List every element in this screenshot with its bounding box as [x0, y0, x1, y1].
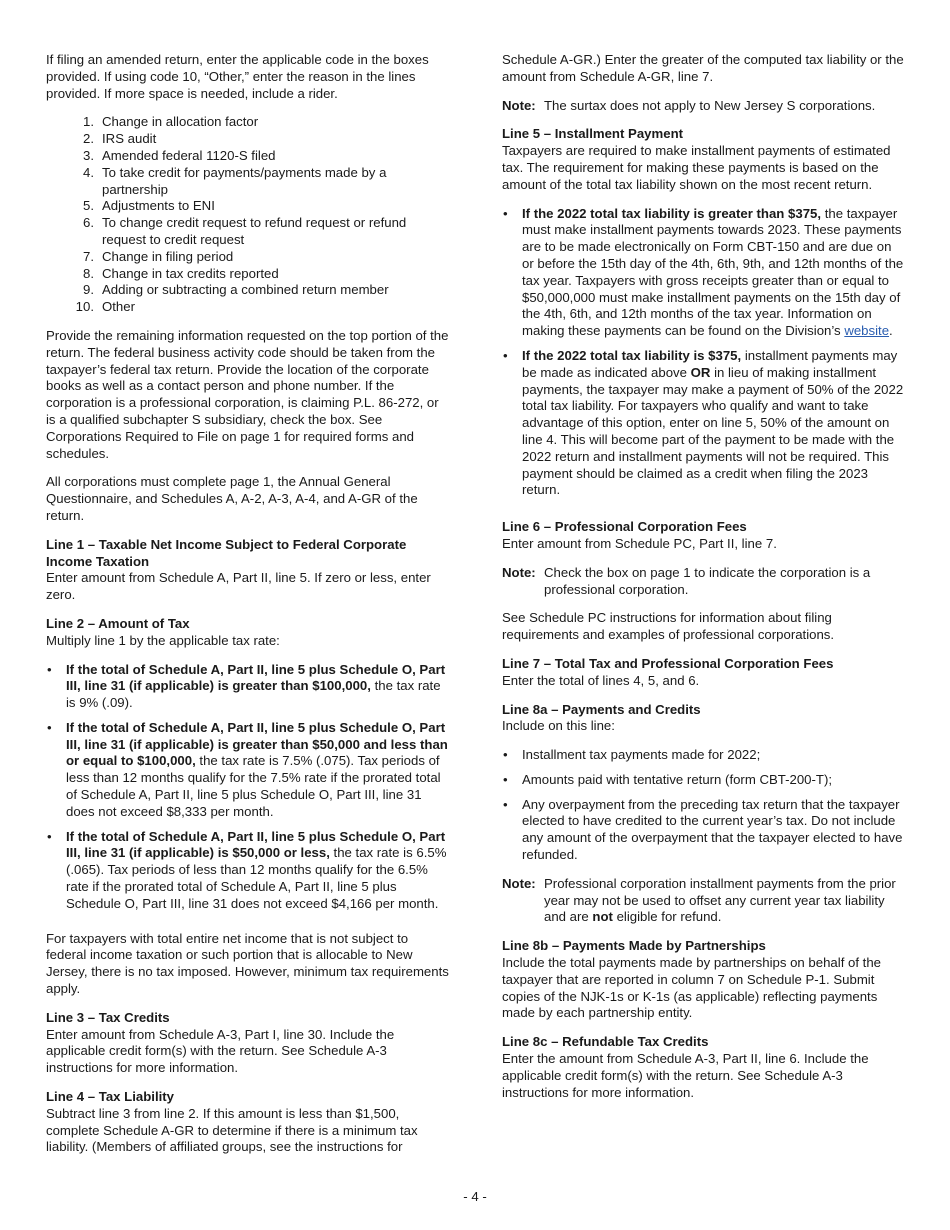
amended-codes-list — [46, 114, 450, 316]
code-item: 8. Change in tax credits reported — [83, 265, 279, 281]
line7-heading: Line 7 – Total Tax and Professional Corporation Fees — [502, 655, 834, 671]
tax-rate-item: • If the total of Schedule A, Part II, line 5 plus Schedule O, Part III, line 31 (if applicable) is $50,000 or less, the tax rate is 6.5% (.065). Tax periods of less than 12 months qualify for the 6.5% rate if the prorated total of Schedule A, Part II, line 5 plus Schedule O, Part III, line 31 does not exceed $4,166 per month. — [46, 829, 450, 913]
line8a-heading: Line 8a – Payments and Credits — [502, 701, 701, 717]
payment-item: • Any overpayment from the preceding tax return that the taxpayer elected to have credited to the current year’s tax. Do not include any amount of the overpayment that the taxpayer elected to have refunded. — [502, 797, 906, 864]
line3-heading: Line 3 – Tax Credits — [46, 1009, 170, 1025]
right-column — [502, 52, 906, 1113]
no-tax-paragraph: For taxpayers with total entire net income that is not subject to federal income taxation or such portion that is allocable to New Jersey, there is no tax imposed. However, minimum tax requirements apply. — [46, 930, 449, 997]
code-item: 5. Adjustments to ENI — [83, 198, 215, 214]
line8b-body: Include the total payments made by partnerships on behalf of the taxpayer that are reported in column 7 on Schedule P-1. Submit copies of the NJK-1s or K-1s (as applicable) reflecting payments made by each partnership entity. — [502, 955, 882, 1021]
line8c-heading: Line 8c – Refundable Tax Credits — [502, 1034, 709, 1050]
tax-rate-item: • If the total of Schedule A, Part II, line 5 plus Schedule O, Part III, line 31 (if applicable) is greater than $100,000, the tax rate is 9% (.09). — [46, 662, 450, 712]
all-corporations-paragraph: All corporations must complete page 1, the Annual General Questionnaire, and Schedules A, A-2, A-3, A-4, and A-GR of the return. — [46, 474, 418, 523]
line8a-body: Include on this line: — [502, 718, 615, 734]
payment-item: • Amounts paid with tentative return (form CBT-200-T); — [502, 772, 906, 789]
code-item: 6. To change credit request to refund request or refund request to credit request — [83, 215, 407, 247]
line3-section — [46, 1010, 450, 1077]
code-item: 4. To take credit for payments/payments made by a partnership — [83, 164, 387, 197]
installment-item: • If the 2022 total tax liability is $375, installment payments may be made as indicated above OR in lieu of making installment payments, the taxpayer may make a payment of 50% of the 2022 total tax liability. For taxpayers who qualify and want to take advantage of this option, enter on line 5, 50% of the amount on line 4. This will become part of the payment to be made with the 2022 return and installment payments will not be required. This payment should be claimed as a credit when filing the 2023 return. — [502, 348, 906, 499]
line1-heading: Line 1 – Taxable Net Income Subject to Federal Corporate Income Taxation — [46, 536, 407, 569]
amended-intro: If filing an amended return, enter the applicable code in the boxes provided. If using code 10, “Other,” enter the reason in the lines provided. If more space is needed, include a rider. — [46, 52, 429, 101]
schedule-pc-paragraph: See Schedule PC instructions for information about filing requirements and examples of professional corporations. — [502, 610, 835, 643]
line5-body: Taxpayers are required to make installment payments of estimated tax. The requirement for making these payments is based on the amount of the total tax liability shown on the most recent return. — [502, 143, 891, 192]
page-number: - 4 - — [463, 1189, 487, 1204]
line1-body: Enter amount from Schedule A, Part II, line 5. If zero or less, enter zero. — [46, 570, 431, 603]
pc-installment-note: Note: Professional corporation installment payments from the prior year may not be used to offset any current year tax liability and are not eligible for refund. — [502, 875, 896, 925]
code-item: 2. IRS audit — [83, 131, 157, 147]
code-item: 9. Adding or subtracting a combined return member — [83, 282, 389, 298]
line2-heading: Line 2 – Amount of Tax — [46, 615, 190, 631]
line4-heading: Line 4 – Tax Liability — [46, 1089, 175, 1105]
note-label: Note: — [502, 97, 536, 113]
website-link[interactable]: website — [844, 323, 890, 339]
code-item: 10. Other — [75, 299, 135, 315]
line6-section — [502, 519, 906, 553]
installment-list — [502, 206, 906, 500]
line5-section — [502, 126, 906, 499]
pc-checkbox-note: Note: Check the box on page 1 to indicate the corporation is a professional corporation. — [502, 564, 871, 597]
code-item: 7. Change in filing period — [83, 248, 234, 264]
tax-rate-list — [46, 662, 450, 913]
line4-section — [46, 1089, 450, 1156]
left-column — [46, 52, 450, 1168]
line6-body: Enter amount from Schedule PC, Part II, line 7. — [502, 535, 777, 551]
note-label: Note: — [502, 875, 536, 891]
line8a-section — [502, 702, 906, 864]
line2-body: Multiply line 1 by the applicable tax rate: — [46, 632, 280, 648]
line1-section — [46, 537, 450, 604]
line2-section — [46, 616, 450, 913]
payments-list — [502, 747, 906, 864]
note-label: Note: — [502, 564, 536, 580]
remaining-info-paragraph: Provide the remaining information requested on the top portion of the return. The federal business activity code should be taken from the taxpayer’s federal tax return. Provide the location of the corporate books as well as a contact person and phone number. If the corporation is a professional corporation, is claiming P.L. 86-272, or is a qualified subchapter S subsidiary, check the box. See Corporations Required to File on page 1 for required forms and schedules. — [46, 327, 449, 461]
line4-continuation: Schedule A-GR.) Enter the greater of the computed tax liability or the amount from Schedule A-GR, line 7. — [502, 52, 904, 84]
line7-section — [502, 656, 906, 690]
code-item: 3. Amended federal 1120-S filed — [83, 147, 276, 163]
line5-heading: Line 5 – Installment Payment — [502, 126, 684, 142]
line8b-heading: Line 8b – Payments Made by Partnerships — [502, 938, 766, 954]
line8b-section — [502, 938, 906, 1022]
line3-body: Enter amount from Schedule A-3, Part I, line 30. Include the applicable credit form(s) with the return. See Schedule A-3 instructions for more information. — [46, 1026, 395, 1076]
line6-heading: Line 6 – Professional Corporation Fees — [502, 519, 747, 535]
surtax-note: Note: The surtax does not apply to New Jersey S corporations. — [502, 97, 876, 113]
line8c-section — [502, 1034, 906, 1101]
installment-item: • If the 2022 total tax liability is greater than $375, the taxpayer must make installment payments towards 2023. These payments are to be made electronically on Form CBT-150 and are due on or before the 15th day of the 4th, 6th, 9th, and 12th months of the tax year. Taxpayers with gross receipts greater than or equal to $50,000,000 must make installment payments on the 15th day of the 4th, 6th, and 12th months of the tax year. Information on making these payments can be found on the Division’s website. — [502, 206, 906, 340]
line4-body: Subtract line 3 from line 2. If this amount is less than $1,500, complete Schedule A-GR to determine if there is a minimum tax liability. (Members of affiliated groups, see the instructions for — [46, 1105, 418, 1155]
code-item: 1. Change in allocation factor — [83, 114, 259, 130]
line7-body: Enter the total of lines 4, 5, and 6. — [502, 672, 700, 688]
tax-rate-item: • If the total of Schedule A, Part II, line 5 plus Schedule O, Part III, line 31 (if applicable) is greater than $50,000 and less than or equal to $100,000, the tax rate is 7.5% (.075). Tax periods of less than 12 months qualify for the 7.5% rate if the prorated total of Schedule A, Part II, line 5 plus Schedule O, Part III, line 31 does not exceed $8,333 per month. — [46, 720, 450, 821]
line8c-body: Enter the amount from Schedule A-3, Part II, line 6. Include the applicable credit form(s) with the return. See Schedule A-3 instructions for more information. — [502, 1051, 869, 1100]
payment-item: • Installment tax payments made for 2022; — [502, 747, 906, 764]
